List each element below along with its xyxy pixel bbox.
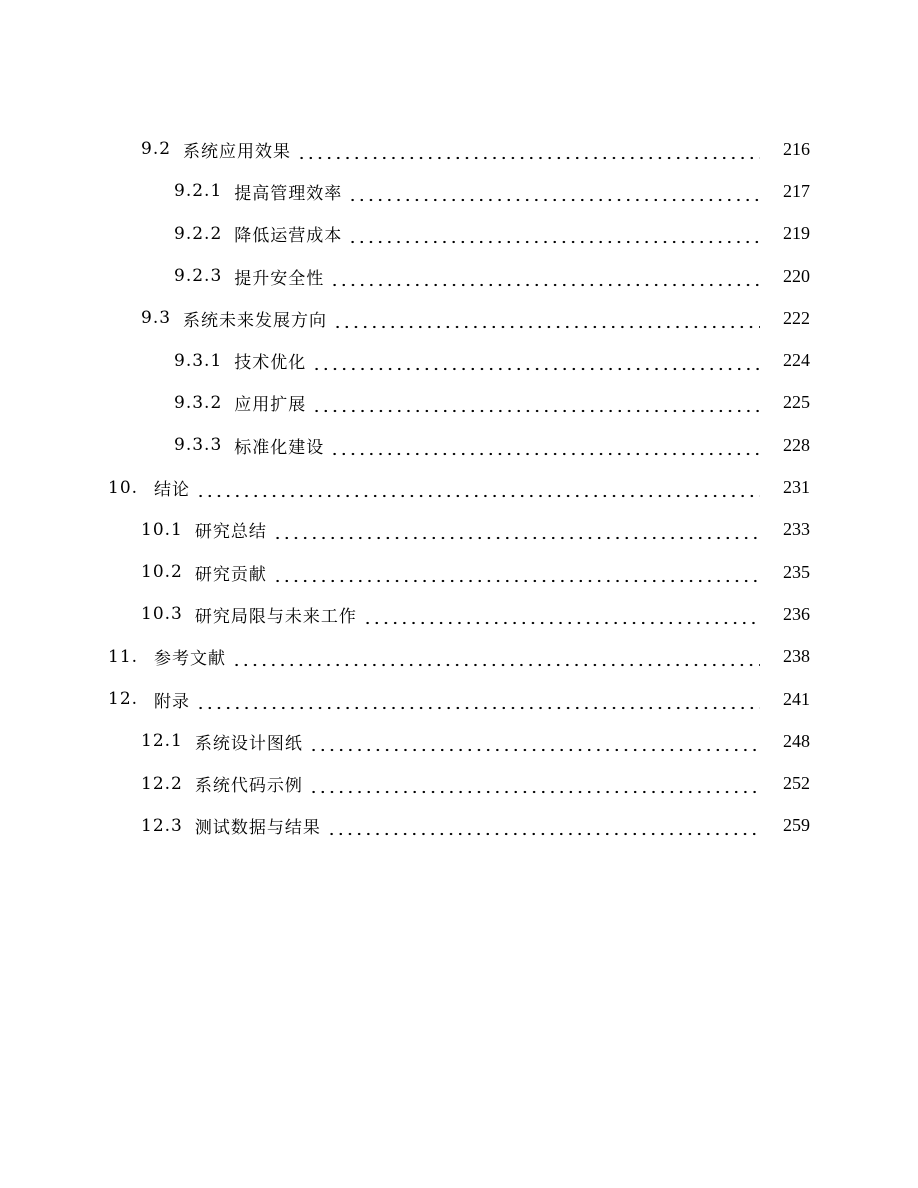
- toc-entry-number: 10.: [108, 477, 139, 498]
- toc-entry-page: 236: [783, 603, 810, 624]
- dot-leader: [312, 354, 760, 371]
- toc-entry-9-3[interactable]: [0, 297, 918, 339]
- toc-entry-number: 10.1: [141, 519, 183, 540]
- dot-leader: [196, 481, 760, 498]
- toc-entry-title: 系统未来发展方向: [183, 310, 328, 331]
- toc-entry-title: 技术优化: [234, 353, 307, 374]
- toc-entry-title: 附录: [154, 691, 191, 712]
- toc-entry-page: 241: [783, 688, 810, 709]
- toc-entry-number: 12.3: [141, 815, 183, 836]
- toc-entry-9-2-2[interactable]: [0, 213, 918, 255]
- toc-entry-title: 提高管理效率: [234, 183, 343, 204]
- toc-entry-number: 9.2.3: [174, 266, 223, 287]
- dot-leader: [330, 270, 760, 287]
- toc-entry-10-2[interactable]: [0, 551, 918, 593]
- toc-entry-page: 216: [783, 138, 810, 159]
- toc-entry-11[interactable]: [0, 636, 918, 678]
- toc-entry-title: 研究贡献: [194, 564, 267, 585]
- toc-entry-9-3-1[interactable]: [0, 339, 918, 381]
- dot-leader: [327, 819, 760, 836]
- toc-entry-page: 238: [783, 646, 810, 667]
- toc-entry-page: 224: [783, 350, 810, 371]
- toc-entry-10-3[interactable]: [0, 593, 918, 635]
- toc-entry-page: 222: [783, 307, 810, 328]
- toc-entry-page: 248: [783, 730, 810, 751]
- dot-leader: [312, 396, 760, 413]
- toc-entry-page: 233: [783, 519, 810, 540]
- toc-entry-number: 12.: [108, 689, 139, 709]
- toc-entry-number: 9.2.2: [174, 223, 223, 244]
- toc-entry-number: 11.: [108, 646, 139, 667]
- toc-entry-title: 测试数据与结果: [194, 818, 321, 839]
- dot-leader: [232, 650, 760, 667]
- dot-leader: [333, 312, 760, 329]
- dot-leader: [330, 439, 760, 456]
- toc-entry-title: 参考文献: [154, 649, 227, 670]
- dot-leader: [297, 143, 760, 160]
- toc-entry-page: 235: [783, 561, 810, 582]
- dot-leader: [196, 693, 760, 710]
- toc-entry-page: 219: [783, 223, 810, 244]
- toc-entry-number: 10.2: [141, 562, 183, 583]
- dot-leader: [348, 185, 760, 202]
- toc-entry-title: 研究总结: [194, 522, 267, 543]
- toc-entry-page: 252: [783, 773, 810, 794]
- toc-entry-number: 12.1: [141, 731, 183, 752]
- table-of-contents: [0, 128, 918, 847]
- toc-entry-number: 9.2: [141, 139, 172, 160]
- toc-entry-9-3-2[interactable]: [0, 382, 918, 424]
- toc-entry-page: 231: [783, 477, 810, 498]
- toc-entry-10-1[interactable]: [0, 509, 918, 551]
- toc-entry-9-2[interactable]: [0, 128, 918, 170]
- toc-entry-9-2-1[interactable]: [0, 170, 918, 212]
- toc-entry-9-3-3[interactable]: [0, 424, 918, 466]
- toc-entry-number: 10.3: [141, 604, 183, 625]
- toc-entry-12-3[interactable]: [0, 805, 918, 847]
- toc-entry-12-2[interactable]: [0, 762, 918, 804]
- toc-entry-title: 提升安全性: [234, 268, 325, 289]
- toc-entry-number: 9.3.3: [174, 435, 223, 456]
- toc-entry-9-2-3[interactable]: [0, 255, 918, 297]
- toc-entry-page: 228: [783, 434, 810, 455]
- toc-entry-number: 9.3.1: [174, 350, 223, 371]
- toc-entry-page: 225: [783, 392, 810, 413]
- toc-entry-page: 259: [783, 815, 810, 836]
- toc-entry-page: 220: [783, 265, 810, 286]
- dot-leader: [363, 608, 760, 625]
- toc-entry-number: 9.2.1: [174, 181, 223, 202]
- toc-entry-12-1[interactable]: [0, 720, 918, 762]
- toc-entry-12[interactable]: [0, 678, 918, 720]
- dot-leader: [273, 523, 760, 540]
- dot-leader: [309, 735, 760, 752]
- toc-entry-title: 系统设计图纸: [194, 733, 303, 754]
- toc-entry-title: 降低运营成本: [234, 226, 343, 247]
- dot-leader: [348, 227, 760, 244]
- toc-entry-title: 标准化建设: [234, 437, 325, 458]
- dot-leader: [273, 566, 760, 583]
- toc-entry-number: 9.3.2: [174, 392, 223, 413]
- toc-entry-title: 结论: [154, 480, 191, 501]
- toc-entry-title: 研究局限与未来工作: [194, 606, 357, 627]
- toc-entry-page: 217: [783, 180, 810, 201]
- toc-entry-title: 系统应用效果: [183, 141, 292, 162]
- toc-entry-10[interactable]: [0, 466, 918, 508]
- dot-leader: [309, 777, 760, 794]
- toc-entry-title: 系统代码示例: [194, 776, 303, 797]
- toc-entry-number: 9.3: [141, 308, 172, 329]
- toc-entry-number: 12.2: [141, 773, 183, 794]
- toc-entry-title: 应用扩展: [234, 395, 307, 416]
